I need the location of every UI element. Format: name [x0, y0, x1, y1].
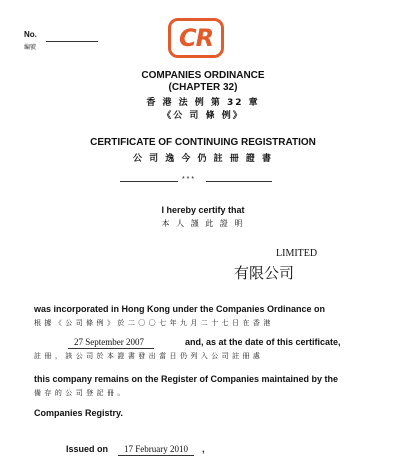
certificate-title: CERTIFICATE OF CONTINUING REGISTRATION: [90, 137, 316, 148]
issued-date-line: [118, 455, 194, 456]
ordinance-title-cn: 《公 司 條 例》: [162, 111, 244, 121]
registered-statement-cn: 註 冊 ， 該 公 司 於 本 證 書 發 出 當 日 仍 列 入 公 司 註 冊 處: [34, 352, 261, 360]
as-at-statement: and, as at the date of this certificate,: [185, 337, 341, 347]
incorporation-date-line: [68, 348, 154, 349]
logo-text: CR: [178, 24, 214, 52]
remains-statement-cn: 備 存 的 公 司 登 記 冊 。: [34, 389, 126, 397]
company-suffix-en: LIMITED: [276, 248, 318, 259]
divider-ornament: * * *: [182, 176, 195, 183]
companies-registry-logo: [168, 18, 224, 58]
certificate-number-label: No.: [24, 30, 37, 39]
registry-statement: Companies Registry.: [34, 408, 123, 418]
incorporated-statement: was incorporated in Hong Kong under the Companies Ordinance on: [34, 304, 326, 314]
issued-label: Issued on: [66, 444, 109, 454]
incorporation-date: 27 September 2007: [74, 337, 144, 347]
issued-date: 17 February 2010: [124, 444, 188, 454]
chapter-title: (CHAPTER 32): [168, 82, 238, 93]
certify-statement-cn: 本 人 謹 此 證 明: [161, 219, 245, 228]
certify-statement: I hereby certify that: [161, 205, 245, 215]
remains-statement: this company remains on the Register of Companies maintained by the: [34, 374, 339, 384]
chapter-title-cn: 香 港 法 例 第 32 章: [146, 98, 260, 108]
divider-right: [206, 181, 272, 182]
certificate-number-line: [46, 41, 98, 42]
divider-left: [120, 181, 178, 182]
incorporated-statement-cn: 根 據 《 公 司 條 例 》 於 二 〇 〇 七 年 九 月 二 十 七 日 在 香 港: [34, 319, 271, 327]
certificate-number-label-cn: 編號: [24, 44, 37, 51]
ordinance-title: COMPANIES ORDINANCE: [141, 70, 265, 81]
company-suffix-cn: 有限公司: [234, 264, 295, 282]
issued-period: ,: [202, 444, 205, 454]
certificate-title-cn: 公 司 逸 今 仍 註 冊 證 書: [132, 154, 274, 164]
